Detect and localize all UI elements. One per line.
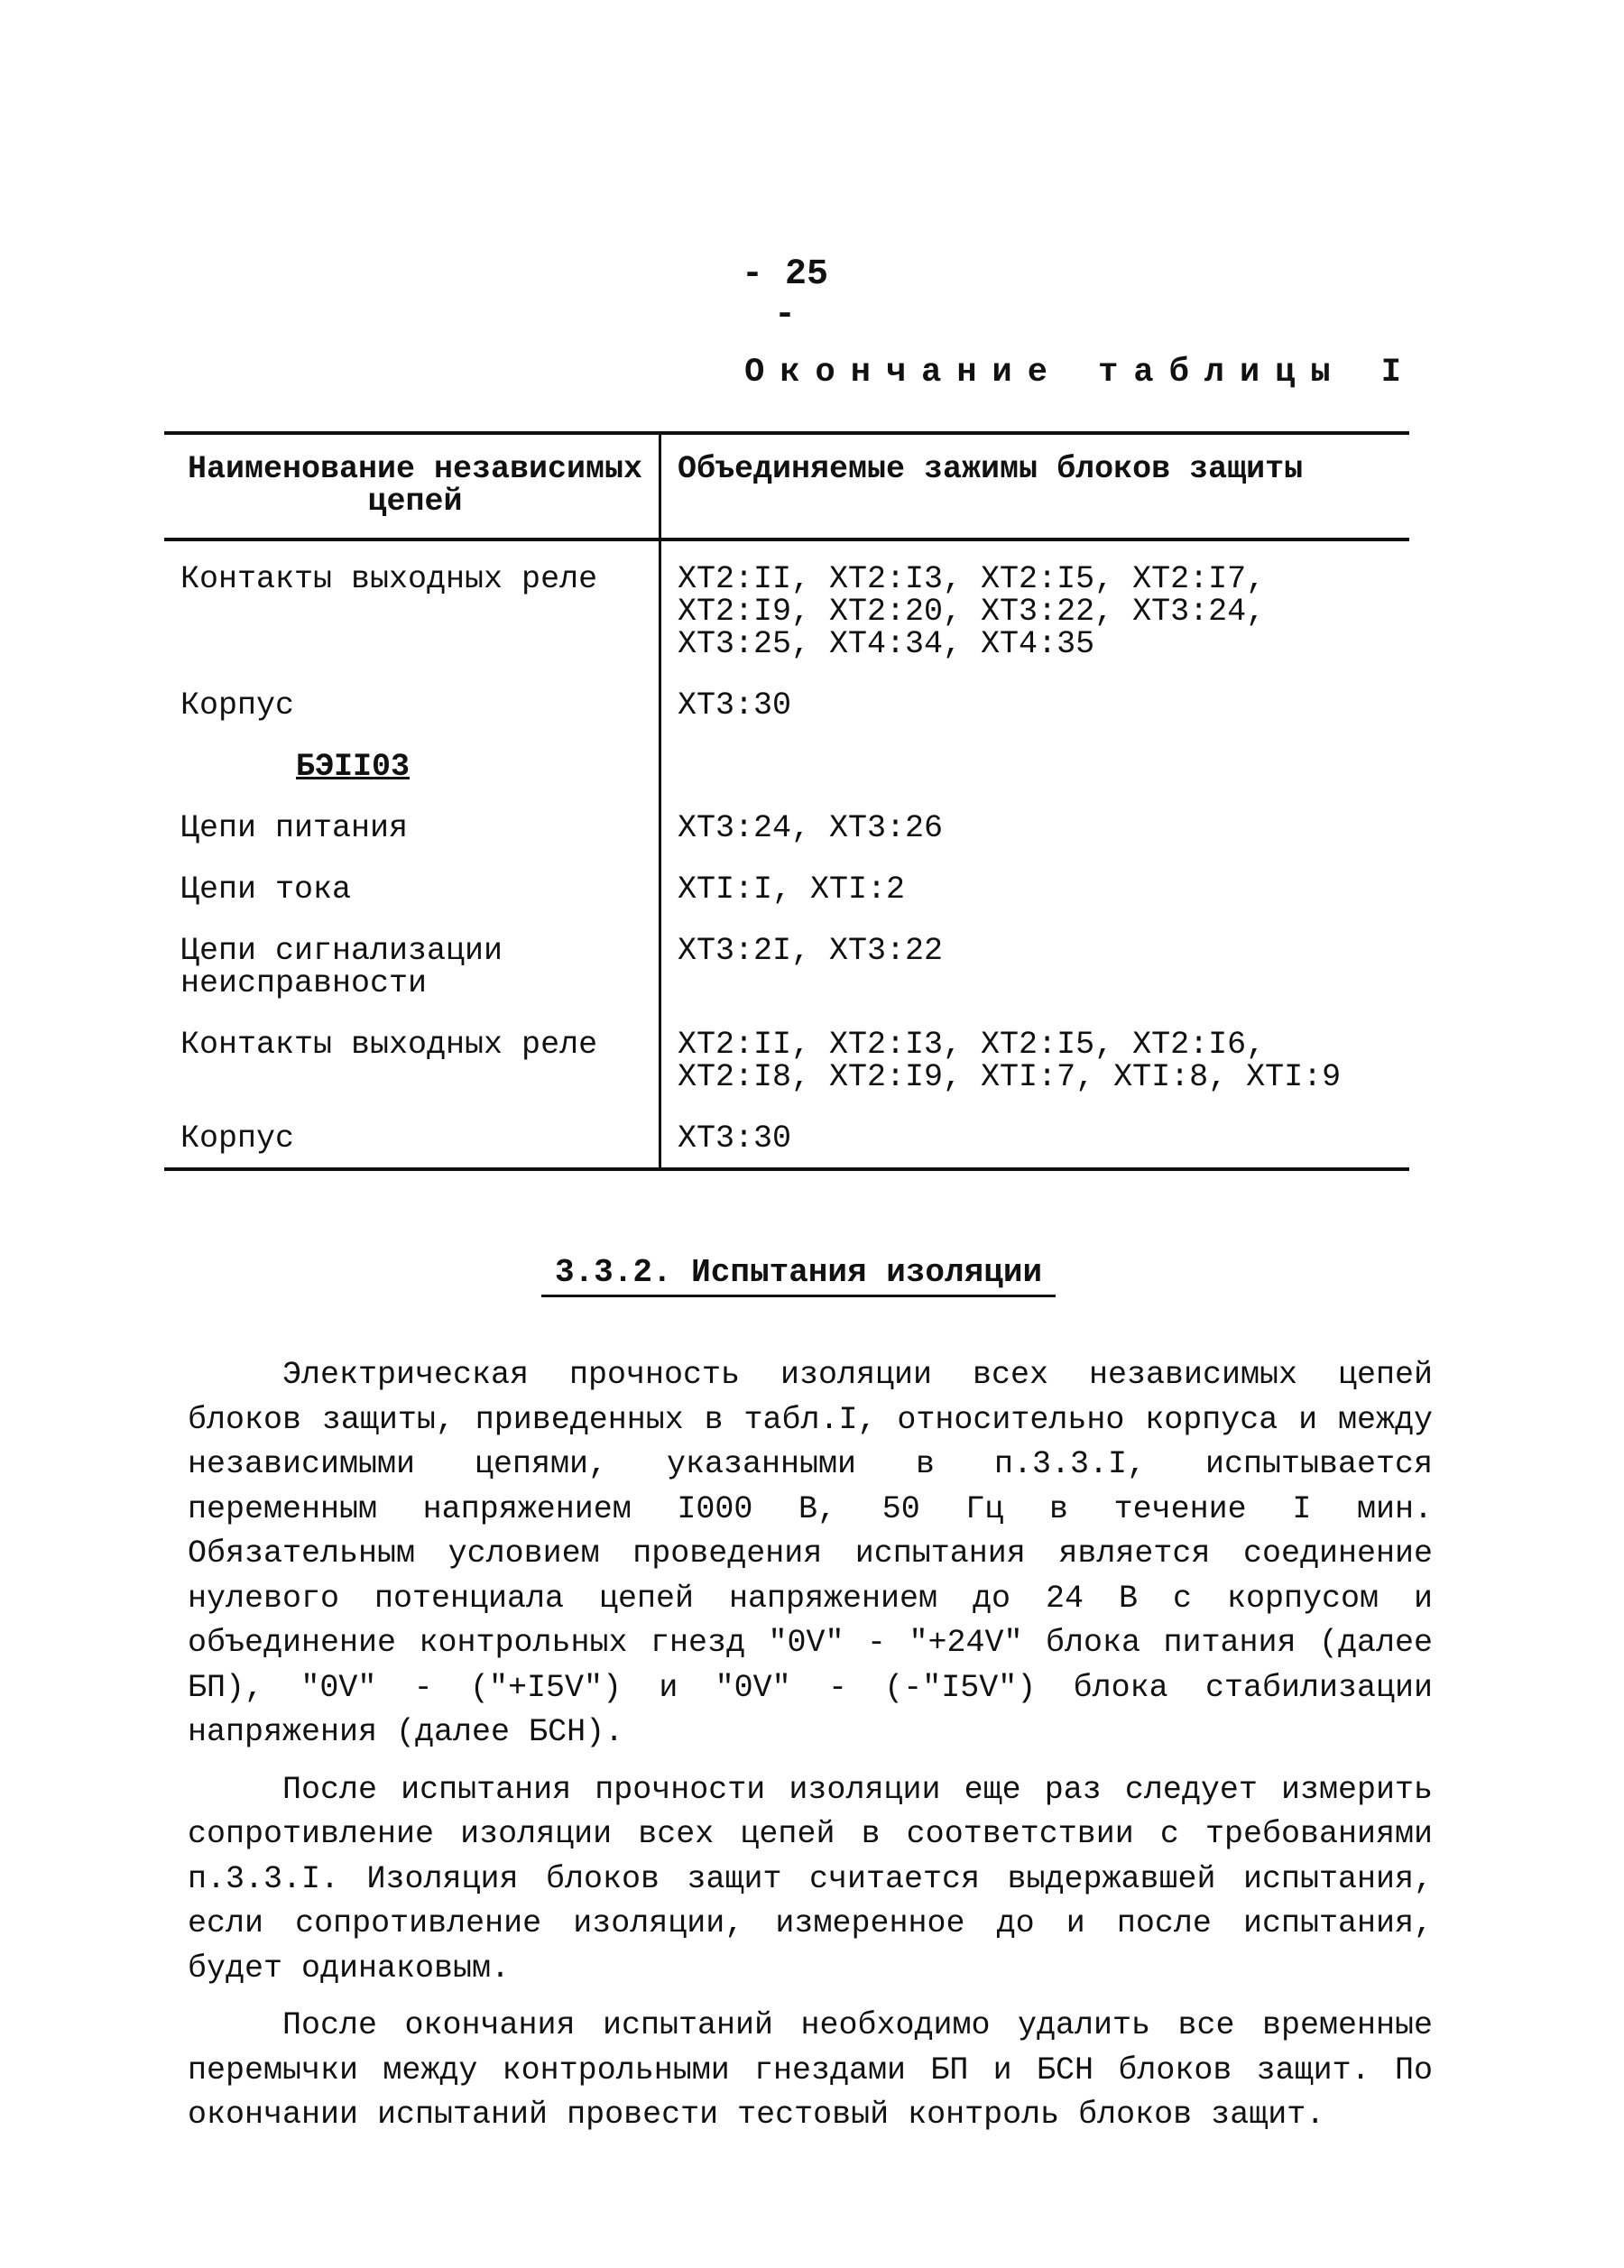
circuit-name-cell: Цепи тока	[164, 852, 660, 913]
table-row	[164, 790, 1409, 852]
table-row	[164, 539, 1409, 668]
table-row	[164, 1101, 1409, 1169]
table-row	[164, 1007, 1409, 1101]
terminals-cell: XT3:2I, XT3:22	[678, 933, 944, 969]
circuit-name-cell: Корпус	[164, 1101, 660, 1169]
terminals-cell: XTI:I, XTI:2	[678, 871, 906, 908]
table-header-row	[164, 433, 1409, 539]
paragraph: Электрическая прочность изоляции всех независимых цепей блоков защиты, приведенных в табл.I, относительно корпуса и между независимыми цепями, указанными в п.3.3.I, испытывается переменным напряжением I000 В, 50 Гц в течение I мин. Обязательным условием проведения испытания является соединение нулевого потенциала цепей напряжением до 24 В с корпусом и объединение контрольных гнезд "0V" - "+24V" блока питания (далее БП), "0V" - ("+I5V") и "0V" - (-"I5V") блока стабилизации напряжения (далее БСН).	[188, 1357, 1433, 1750]
circuit-name-cell: Корпус	[164, 668, 660, 729]
terminals-cell: XT2:II, XT2:I3, XT2:I5, XT2:I6, XT2:I8, XT2:I9, XTI:7, XTI:8, XTI:9	[678, 1027, 1342, 1095]
terminals-cell: XT3:30	[678, 687, 792, 724]
paragraph: После испытания прочности изоляции еще раз следует измерить сопротивление изоляции всех цепей в соответствии с требованиями п.3.3.I. Изоляция блоков защит считается выдержавшей испытания, если сопротивление изоляции, измеренное до и после испытания, будет одинаковым.	[188, 1771, 1433, 1987]
table-group-row	[164, 729, 1409, 790]
page-number: - 25 -	[741, 254, 828, 336]
terminals-cell: XT3:24, XT3:26	[678, 810, 944, 846]
circuit-name-cell: Цепи питания	[164, 790, 660, 852]
terminals-table	[164, 431, 1409, 1171]
column-header-circuits: Наименование независимых цепей	[164, 433, 660, 539]
table-row	[164, 913, 1409, 1007]
section-heading: 3.3.2. Испытания изоляции	[541, 1254, 1056, 1297]
group-heading: БЭII03	[296, 749, 411, 785]
circuit-name-cell: Контакты выходных реле	[164, 539, 660, 668]
column-header-terminals: Объединяемые зажимы блоков защиты	[660, 433, 1410, 539]
circuit-name-cell: Контакты выходных реле	[164, 1007, 660, 1101]
body-text	[188, 1353, 1433, 2151]
terminals-cell: XT3:30	[660, 1101, 1410, 1169]
table-caption: Окончание таблицы I	[744, 354, 1416, 392]
table-row	[164, 852, 1409, 913]
circuit-name-cell: Цепи сигнализации неисправности	[164, 913, 660, 1007]
table-row	[164, 668, 1409, 729]
terminals-cell: XT2:II, XT2:I3, XT2:I5, XT2:I7, XT2:I9, XT2:20, XT3:22, XT3:24, XT3:25, XT4:34, XT4:35	[678, 561, 1266, 662]
paragraph: После окончания испытаний необходимо удалить все временные перемычки между контрольными гнездами БП и БСН блоков защит. По окончании испытаний провести тестовый контроль блоков защит.	[188, 2007, 1433, 2133]
